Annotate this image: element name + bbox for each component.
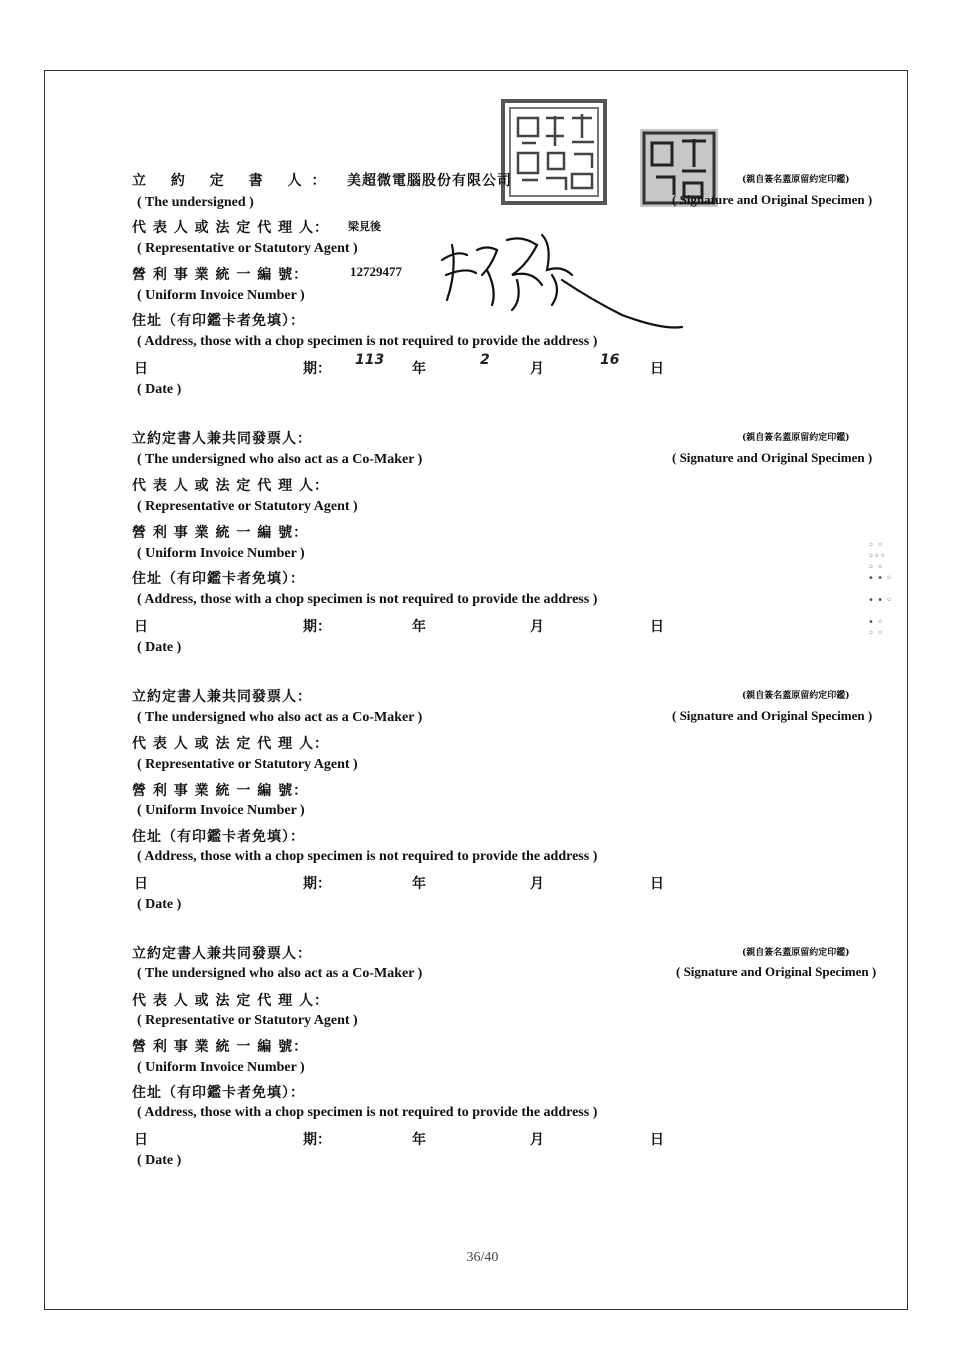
date-label-en-1: ( Date ) [137, 382, 182, 397]
date-period-4: 期： [303, 1132, 331, 1148]
address-label-zh-3: 住址（有印鑑卡者免填）： [132, 829, 305, 845]
date-day-value: 16 [600, 352, 620, 368]
address-label-zh-4: 住址（有印鑑卡者免填）： [132, 1085, 305, 1101]
date-month-char-1: 月 [530, 361, 544, 377]
signature-label-zh-4: (親自簽名蓋原留約定印鑑) [742, 948, 850, 958]
page-number: 36/40 [466, 1250, 499, 1265]
signature-label-zh-3: (親自簽名蓋原留約定印鑑) [742, 691, 850, 701]
date-period-1: 期： [303, 361, 331, 377]
date-day-char-2: 日 [134, 619, 148, 635]
comaker-label-en-4: ( The undersigned who also act as a Co-Maker ) [137, 966, 423, 981]
uin-label-en-4: ( Uniform Invoice Number ) [137, 1060, 305, 1075]
date-year-char-3: 年 [412, 876, 426, 892]
uin-label-en-1: ( Uniform Invoice Number ) [137, 288, 305, 303]
rep-label-zh-4: 代 表 人 或 法 定 代 理 人： [132, 993, 329, 1009]
date-period-3: 期： [303, 876, 331, 892]
address-label-en-1: ( Address, those with a chop specimen is not required to provide the address ) [137, 334, 598, 349]
date-label-en-2: ( Date ) [137, 640, 182, 655]
representative-name: 梁見後 [348, 221, 381, 233]
comaker-label-en-2: ( The undersigned who also act as a Co-Maker ) [137, 452, 423, 467]
uin-label-en-3: ( Uniform Invoice Number ) [137, 803, 305, 818]
rep-label-zh-3: 代 表 人 或 法 定 代 理 人： [132, 736, 329, 752]
date-month-char-4: 月 [530, 1132, 544, 1148]
signature-label-en-3: ( Signature and Original Specimen ) [672, 708, 873, 723]
uin-label-zh-3: 營 利 事 業 統 一 編 號： [132, 783, 309, 799]
signature-label-zh-1: (親自簽名蓋原留約定印鑑) [742, 175, 850, 185]
date-year-value: 113 [355, 352, 385, 368]
signature-label-zh-2: (親自簽名蓋原留約定印鑑) [742, 433, 850, 443]
handwritten-signature [432, 220, 692, 335]
date-label-en-4: ( Date ) [137, 1153, 182, 1168]
uin-label-zh-2: 營 利 事 業 統 一 編 號： [132, 525, 309, 541]
date-month-value: 2 [480, 352, 490, 368]
date-year-char-2: 年 [412, 619, 426, 635]
company-seal-stamp [500, 98, 608, 206]
date-dayend-char-4: 日 [650, 1132, 664, 1148]
undersigned-label-zh: 立 約 定 書 人： [132, 173, 336, 189]
address-label-zh-2: 住址（有印鑑卡者免填）： [132, 571, 305, 587]
comaker-label-zh-3: 立約定書人兼共同發票人： [132, 689, 312, 705]
signature-label-en-1: ( Signature and Original Specimen ) [672, 192, 873, 207]
date-day-char-4: 日 [134, 1132, 148, 1148]
undersigned-label-en: ( The undersigned ) [137, 195, 254, 210]
company-name: 美超微電腦股份有限公司 [347, 173, 512, 189]
date-month-char-2: 月 [530, 619, 544, 635]
date-dayend-char-3: 日 [650, 876, 664, 892]
uin-value: 12729477 [350, 264, 402, 279]
comaker-label-en-3: ( The undersigned who also act as a Co-Maker ) [137, 710, 423, 725]
rep-label-en-1: ( Representative or Statutory Agent ) [137, 241, 358, 256]
address-label-zh-1: 住址（有印鑑卡者免填）： [132, 313, 305, 329]
rep-label-en-2: ( Representative or Statutory Agent ) [137, 499, 358, 514]
uin-label-zh-1: 營 利 事 業 統 一 編 號： [132, 267, 309, 283]
signature-label-en-4: ( Signature and Original Specimen ) [676, 964, 877, 979]
date-month-char-3: 月 [530, 876, 544, 892]
date-dayend-char-2: 日 [650, 619, 664, 635]
date-year-char-4: 年 [412, 1132, 426, 1148]
address-label-en-3: ( Address, those with a chop specimen is not required to provide the address ) [137, 849, 598, 864]
binding-mark-dots: ◦ ◦ ◦◦◦ ◦ ◦ • • ◦ • • ◦ • ◦ ◦ ◦ [868, 540, 893, 639]
comaker-label-zh-4: 立約定書人兼共同發票人： [132, 946, 312, 962]
date-day-char-3: 日 [134, 876, 148, 892]
signature-label-en-2: ( Signature and Original Specimen ) [672, 450, 873, 465]
comaker-label-zh-2: 立約定書人兼共同發票人： [132, 431, 312, 447]
address-label-en-4: ( Address, those with a chop specimen is not required to provide the address ) [137, 1105, 598, 1120]
rep-label-en-4: ( Representative or Statutory Agent ) [137, 1013, 358, 1028]
date-label-en-3: ( Date ) [137, 897, 182, 912]
rep-label-zh-1: 代 表 人 或 法 定 代 理 人： [132, 220, 329, 236]
rep-label-zh-2: 代 表 人 或 法 定 代 理 人： [132, 478, 329, 494]
date-day-char-1: 日 [134, 361, 148, 377]
rep-label-en-3: ( Representative or Statutory Agent ) [137, 757, 358, 772]
uin-label-zh-4: 營 利 事 業 統 一 編 號： [132, 1039, 309, 1055]
address-label-en-2: ( Address, those with a chop specimen is not required to provide the address ) [137, 592, 598, 607]
uin-label-en-2: ( Uniform Invoice Number ) [137, 546, 305, 561]
date-year-char-1: 年 [412, 361, 426, 377]
date-dayend-char-1: 日 [650, 361, 664, 377]
date-period-2: 期： [303, 619, 331, 635]
